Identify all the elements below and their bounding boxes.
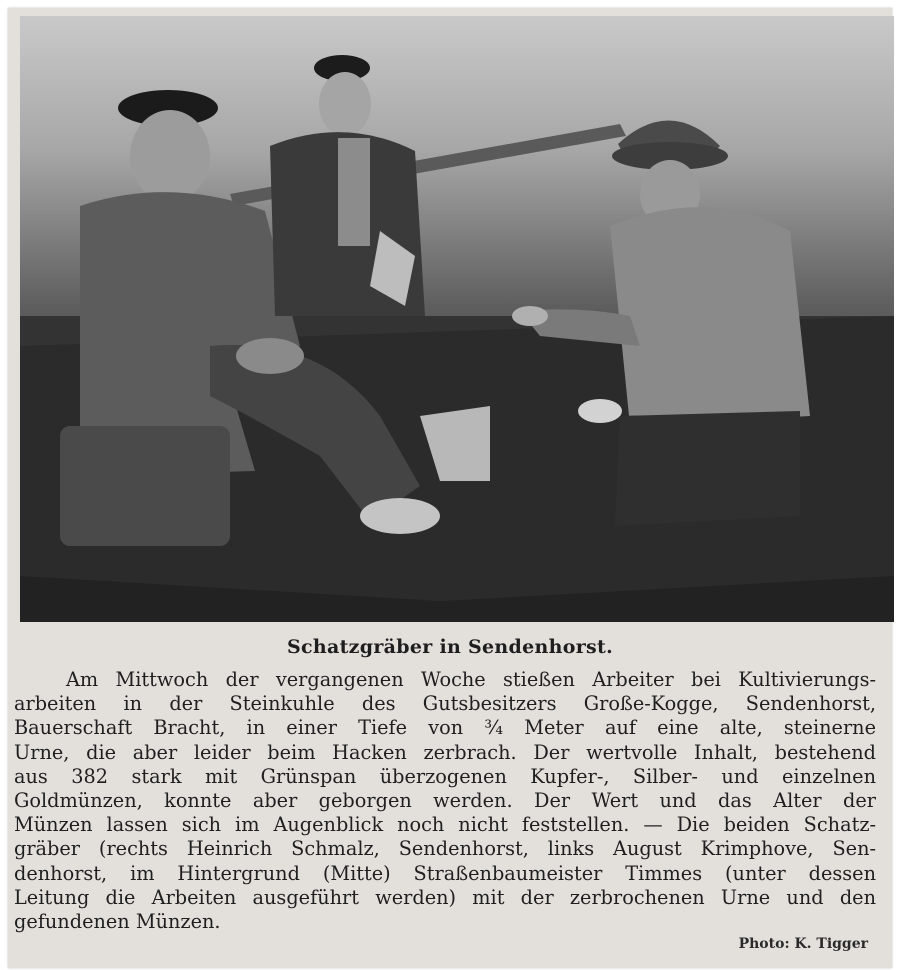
bucket xyxy=(60,426,230,546)
article-line: Am Mittwoch der vergangenen Woche stießen Arbeiter bei Kultivierungs- xyxy=(66,668,876,691)
coin-bowl xyxy=(578,399,622,423)
article-line: denhorst, im Hintergrund (Mitte) Straßenbaumeister Timmes (unter dessen xyxy=(14,861,876,885)
photo-credit: Photo: K. Tigger xyxy=(738,936,868,952)
article-headline: Schatzgräber in Sendenhorst. xyxy=(286,636,614,658)
article-line: arbeiten in der Steinkuhle des Gutsbesitzers Große-Kogge, Sendenhorst, xyxy=(14,692,876,716)
photo-illustration xyxy=(20,16,894,622)
middle-worker xyxy=(270,55,425,316)
article-line: Urne, die aber leider beim Hacken zerbrach. Der wertvolle Inhalt, bestehend xyxy=(14,740,876,764)
article-line: Bauerschaft Bracht, in einer Tiefe von ¾ Meter auf eine alte, steinerne xyxy=(14,716,876,740)
halftone-photo xyxy=(20,16,894,622)
newspaper-clipping xyxy=(8,8,892,968)
article-body xyxy=(14,668,876,934)
article-line: Münzen lassen sich im Augenblick noch nicht feststellen. — Die beiden Schatz- xyxy=(14,813,876,837)
article-line: gräber (rechts Heinrich Schmalz, Sendenhorst, links August Krimphove, Sen- xyxy=(14,837,876,861)
article-line: aus 382 stark mit Grünspan überzogenen Kupfer-, Silber- und einzelnen xyxy=(14,764,876,788)
article-line: Goldmünzen, konnte aber geborgen werden. Der Wert und das Alter der xyxy=(14,788,876,812)
article-line: Leitung die Arbeiten ausgeführt werden) mit der zerbrochenen Urne und den xyxy=(14,885,876,909)
article-line: gefundenen Münzen. xyxy=(14,909,221,933)
